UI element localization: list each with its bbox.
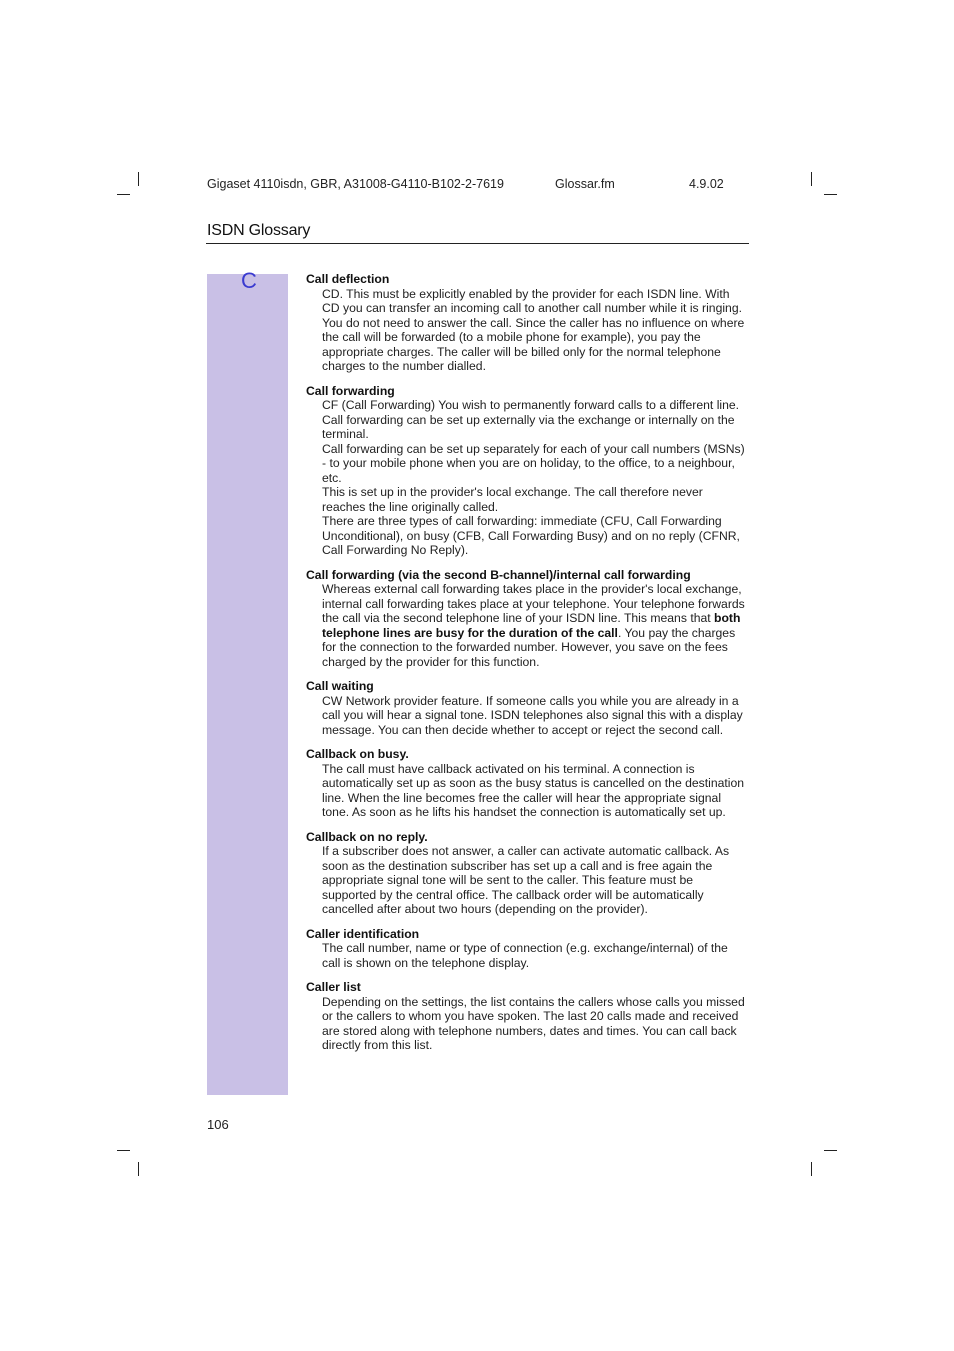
glossary-definition: The call number, name or type of connection (e.g. exchange/internal) of the call is shown on the telephone display. (322, 941, 728, 970)
glossary-definition (306, 582, 748, 669)
crop-mark (824, 1150, 837, 1151)
glossary-entry-call-waiting (306, 679, 748, 737)
crop-mark (138, 172, 139, 186)
glossary-term: Caller identification (306, 926, 420, 941)
band-letter: C (241, 268, 257, 293)
glossary-term: Call deflection (306, 272, 390, 286)
glossary-entry-call-deflection (306, 272, 748, 374)
letter-band (207, 274, 288, 1095)
glossary-term: Caller list (306, 980, 361, 994)
crop-mark (811, 172, 812, 186)
glossary-term: Call forwarding (via the second B-channel)/internal call forwarding (306, 567, 691, 582)
glossary-entry-internal-call-forwarding (306, 568, 748, 670)
crop-mark (811, 1162, 812, 1176)
title-rule (206, 243, 749, 244)
glossary-entry-call-forwarding (306, 384, 748, 558)
glossary-term: Callback on no reply. (306, 829, 428, 844)
glossary-entry-caller-list (306, 980, 748, 1053)
glossary-entry-callback-on-busy (306, 747, 748, 820)
definition-emphasis: both telephone lines are busy for the duration of the call (322, 611, 741, 640)
glossary-entry-caller-identification (306, 927, 748, 971)
glossary-definition: Call forwarding can be set up separately for each of your call numbers (MSNs) - to your mobile phone when you are on holiday, to the office, to a neighbour, etc. (322, 441, 745, 485)
glossary-list (306, 272, 748, 1063)
page-number: 106 (207, 1117, 229, 1132)
glossary-definition: Depending on the settings, the list contains the callers whose calls you missed or the callers to whom you have spoken. The last 20 calls made and received are stored along with telephone numbers, dates and times. You can call back directly from this list. (322, 994, 745, 1052)
glossary-definition: This is set up in the provider's local exchange. The call therefore never reaches the line originally called. (322, 485, 703, 514)
glossary-entry-callback-on-no-reply (306, 830, 748, 917)
crop-mark (117, 194, 130, 195)
crop-mark (117, 1150, 130, 1151)
glossary-definition: The call must have callback activated on his terminal. A connection is automatically set up as soon as the busy status is cancelled on the destination line. When the line becomes free the caller will hear the appropriate signal tone. As soon as he lifts his handset the connection is automatically set up. (322, 761, 745, 819)
header-file-name: Glossar.fm (555, 177, 615, 191)
glossary-term: Callback on busy. (306, 747, 409, 761)
crop-mark (824, 194, 837, 195)
glossary-term: Call forwarding (306, 383, 395, 398)
glossary-definition: CF (Call Forwarding) You wish to permanently forward calls to a different line. Call forwarding can be set up externally via the exchange or internally on the terminal. (322, 398, 740, 441)
glossary-definition: CD. This must be explicitly enabled by the provider for each ISDN line. With CD you can transfer an incoming call to another call number while it is ringing. You do not need to answer the call. Since the caller has no influence on where the call will be forwarded (to a mobile phone for example), you pay the appropriate charges. The caller will be billed only for the normal telephone charges to the number dialled. (322, 286, 745, 373)
definition-text: . You pay the charges for the connection to the forwarded number. However, you save on the fees charged by the provider for this function. (322, 625, 736, 669)
crop-mark (138, 1162, 139, 1176)
glossary-term: Call waiting (306, 679, 374, 693)
glossary-definition: There are three types of call forwarding: immediate (CFU, Call Forwarding Unconditional), on busy (CFB, Call Forwarding Busy) and on no reply (CFNR, Call Forwarding No Reply). (322, 514, 740, 557)
section-title: ISDN Glossary (207, 222, 311, 239)
definition-text: Whereas external call forwarding takes place in the provider's local exchange, internal call forwarding takes place at your telephone. Your telephone forwards the call via the second telephone line of your ISDN line. This means that (322, 582, 745, 625)
glossary-definition: CW Network provider feature. If someone calls you while you are already in a call you will hear a signal tone. ISDN telephones also signal this with a display message. You can then decide whether to accept or reject the second call. (322, 693, 743, 737)
header-document-id: Gigaset 4110isdn, GBR, A31008-G4110-B102-2-7619 (207, 177, 504, 191)
glossary-definition: If a subscriber does not answer, a caller can activate automatic callback. As soon as the destination subscriber has set up a call and is free again the appropriate signal tone will be sent to the caller. This feature must be supported by the central office. The callback order will be automatically cancelled after about two hours (depending on the provider). (322, 844, 730, 916)
header-date: 4.9.02 (689, 177, 724, 191)
